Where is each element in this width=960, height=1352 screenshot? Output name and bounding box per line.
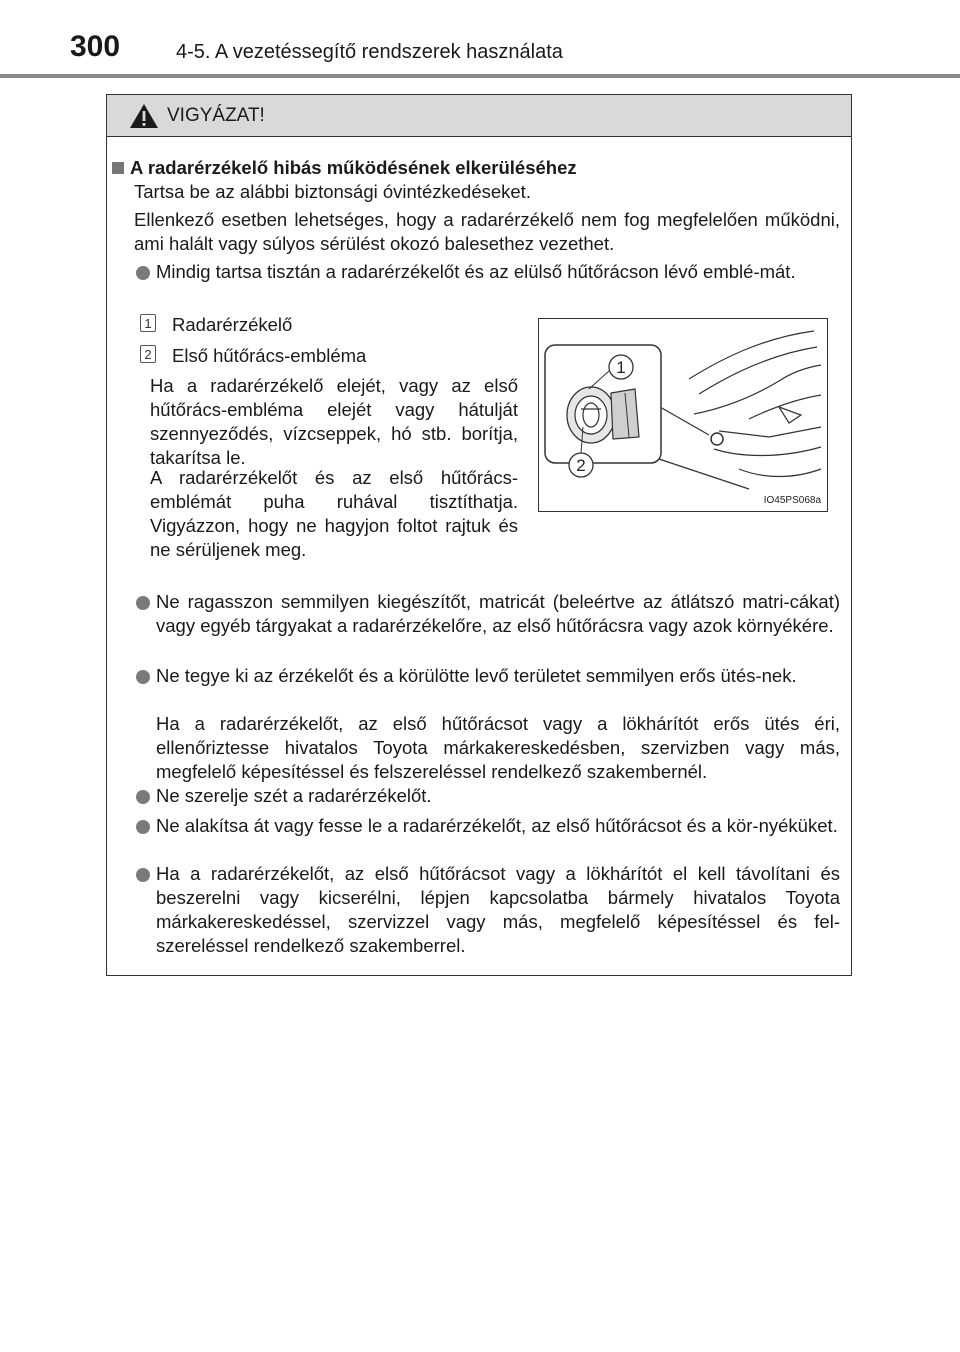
warning-header xyxy=(107,95,851,137)
header-divider xyxy=(0,74,960,78)
square-bullet-icon xyxy=(112,162,124,174)
car-front-illustration xyxy=(539,319,826,510)
section-title: 4-5. A vezetéssegítő rendszerek használata xyxy=(176,41,563,63)
intro-paragraph-1: Tartsa be az alábbi biztonsági óvintézkedéseket. xyxy=(134,181,531,202)
note-paragraph-1: Ha a radarérzékelő elejét, vagy az első hűtőrács-embléma elejét vagy hátulját szennyeződés, vízcseppek, hó stb. borítja, takarítsa le. xyxy=(150,375,518,468)
bullet-item-1: Mindig tartsa tisztán a radarérzékelőt és az elülső hűtőrácson lévő emblé-mát. xyxy=(156,261,796,282)
intro-paragraph-2: Ellenkező esetben lehetséges, hogy a radarérzékelő nem fog megfelelően működni, ami halált vagy súlyos sérülést okozó balesethez vezethet. xyxy=(134,209,840,254)
bullet-icon xyxy=(136,868,150,882)
bullet-icon xyxy=(136,670,150,684)
bullet-icon xyxy=(136,596,150,610)
bullet-item-4: Ne szerelje szét a radarérzékelőt. xyxy=(156,785,432,806)
radar-sensor-figure xyxy=(538,318,828,512)
warning-heading xyxy=(112,156,577,180)
note-paragraph-2: A radarérzékelőt és az első hűtőrács-emblémát puha ruhával tisztíthatja. Vigyázzon, hogy ne hagyjon foltot rajtuk és ne sérüljenek meg. xyxy=(150,467,518,560)
figure-callout-1: 1 xyxy=(616,358,626,377)
legend-number-2: 2 xyxy=(140,345,156,363)
bullet-icon xyxy=(136,266,150,280)
bullet-item-5: Ne alakítsa át vagy fesse le a radarérzékelőt, az első hűtőrácsot és a kör-nyéküket. xyxy=(156,815,838,836)
warning-triangle-icon xyxy=(129,103,159,129)
page-number: 300 xyxy=(70,30,121,63)
legend-number-1: 1 xyxy=(140,314,156,332)
legend-label-1: Radarérzékelő xyxy=(172,314,293,335)
bullet-item-2: Ne ragasszon semmilyen kiegészítőt, matricát (beleértve az átlátszó matri-cákat) vagy egyéb tárgyakat a radarérzékelőre, az első hűtőrácsra vagy azok környékére. xyxy=(156,591,840,636)
figure-callout-2: 2 xyxy=(576,456,586,475)
warning-title: VIGYÁZAT! xyxy=(167,105,265,126)
bullet-icon xyxy=(136,820,150,834)
legend-label-2: Első hűtőrács-embléma xyxy=(172,345,367,366)
bullet-item-3b: Ha a radarérzékelőt, az első hűtőrácsot vagy a lökhárítót erős ütés éri, ellenőriztesse hivatalos Toyota márkakereskedésben, szervizben vagy más, megfelelő képesítéssel és felszereléssel rendelkező szakembernél. xyxy=(156,713,840,782)
page-header xyxy=(0,0,960,80)
warning-heading-text: A radarérzékelő hibás működésének elkerüléséhez xyxy=(130,157,577,178)
bullet-icon xyxy=(136,790,150,804)
bullet-item-6: Ha a radarérzékelőt, az első hűtőrácsot vagy a lökhárítót el kell távolítani és beszerelni vagy kicserélni, lépjen kapcsolatba bármely hivatalos Toyota márkakereskedéssel, szervizzel vagy más, megfelelő képesítéssel és fel-szereléssel rendelkező szakemberrel. xyxy=(156,863,840,956)
figure-code: IO45PS068a xyxy=(763,495,821,506)
bullet-item-3a: Ne tegye ki az érzékelőt és a körülötte levő területet semmilyen erős ütés-nek. xyxy=(156,665,797,686)
